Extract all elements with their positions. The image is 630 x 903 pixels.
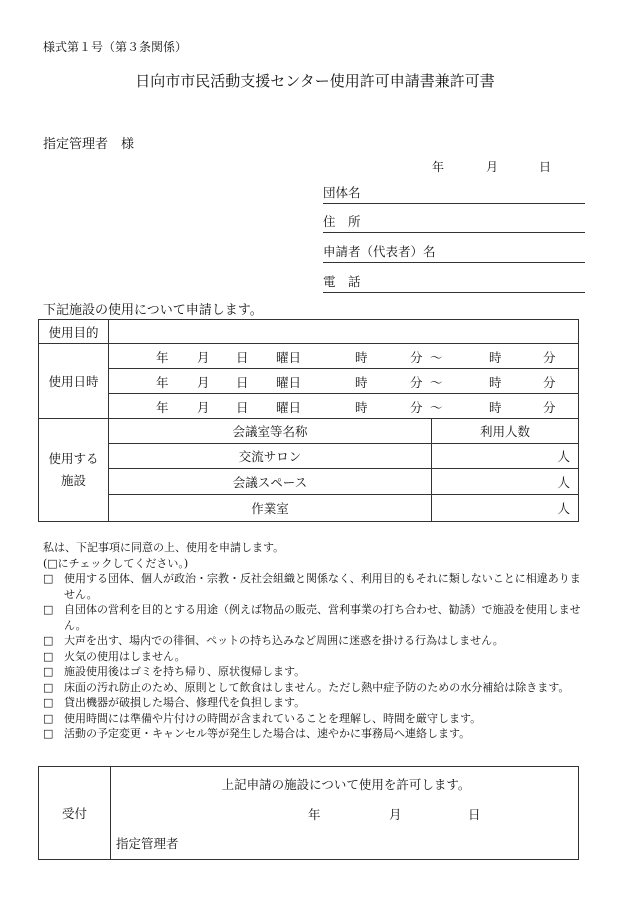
attendee-count-input[interactable] (432, 495, 579, 522)
addressee: 指定管理者 様 (43, 137, 135, 152)
datetime-row[interactable] (109, 394, 579, 419)
room-name: 交流サロン (109, 444, 432, 469)
attendee-count-header: 利用人数 (432, 419, 579, 444)
agreement-item-text: 使用時間には準備や片付けの時間が含まれていることを理解し、時間を厳守します。 (64, 711, 482, 725)
group-name-label: 団体名 (323, 185, 361, 200)
permit-statement: 上記申請の施設について使用を許可します。 (221, 777, 471, 792)
dt-weekday: 曜日 (276, 375, 302, 390)
dt-hour: 時 (355, 400, 368, 415)
checkbox[interactable]: □ (43, 603, 54, 616)
agreement-item (43, 633, 588, 649)
agreement-item-text: 使用する団体、個人が政治・宗教・反社会組織と関係なく、利用目的もそれに類しないことに相違ありません。 (64, 572, 581, 601)
datetime-label: 使用日時 (39, 344, 109, 419)
applicant-name-field[interactable] (323, 240, 585, 263)
permit-year: 年 (308, 807, 321, 822)
agreement-lead: 私は、下記事項に同意の上、使用を申請します。 (43, 541, 285, 554)
agreement-item (43, 695, 588, 711)
checkbox[interactable]: □ (43, 680, 54, 694)
datetime-row[interactable] (109, 369, 579, 394)
attendee-count-input[interactable] (432, 444, 579, 469)
dt-minute: 分 (410, 350, 423, 365)
permit-day: 日 (468, 807, 481, 822)
agreement-item (43, 664, 588, 680)
agreement-item (43, 711, 588, 727)
person-unit: 人 (557, 501, 570, 516)
date-year: 年 (432, 160, 445, 174)
agreement-item (43, 649, 588, 665)
address-label: 住 所 (323, 214, 361, 229)
dt-month: 月 (197, 400, 210, 415)
dt-tilde: 〜 (430, 400, 443, 415)
dt-year: 年 (156, 375, 169, 390)
permit-manager: 指定管理者 (116, 836, 179, 851)
agreement-item-text: 大声を出す、場内での徘徊、ペットの持ち込みなど周囲に迷惑を掛ける行為はしません。 (64, 634, 504, 647)
dt-weekday: 曜日 (276, 350, 302, 365)
agreement-item-text: 貸出機器が破損した場合、修理代を負担します。 (64, 696, 306, 709)
checkbox[interactable]: □ (43, 696, 54, 709)
form-number: 様式第１号（第３条関係） (43, 40, 188, 54)
dt-year: 年 (156, 400, 169, 415)
room-name: 作業室 (109, 495, 432, 522)
dt-weekday: 曜日 (276, 400, 302, 415)
dt-day: 日 (236, 400, 249, 415)
dt-end-hour: 時 (489, 350, 502, 365)
dt-tilde: 〜 (430, 350, 443, 365)
date-month: 月 (486, 160, 499, 174)
person-unit: 人 (557, 474, 570, 490)
facility-label (39, 419, 109, 522)
facility-label-line1: 使用する (48, 451, 99, 466)
dt-day: 日 (236, 350, 249, 365)
page-title: 日向市市民活動支援センター使用許可申請書兼許可書 (135, 72, 495, 90)
agreement-item (43, 680, 588, 696)
checkbox[interactable]: □ (43, 634, 54, 647)
dt-hour: 時 (355, 350, 368, 365)
dt-year: 年 (156, 350, 169, 365)
room-name-header: 会議室等名称 (109, 419, 432, 444)
checkbox[interactable]: □ (43, 649, 54, 663)
phone-label: 電 話 (323, 274, 361, 289)
dt-end-hour: 時 (489, 400, 502, 415)
permit-table (38, 766, 579, 860)
agreement-item (43, 571, 588, 602)
agreement-item-text: 施設使用後はゴミを持ち帰り、原状復帰します。 (64, 665, 306, 678)
checkbox[interactable]: □ (43, 665, 54, 678)
agreement-note: (□にチェックしてください。) (43, 556, 189, 570)
permit-body (111, 767, 579, 860)
purpose-input[interactable] (109, 320, 579, 344)
dt-end-hour: 時 (489, 375, 502, 390)
dt-month: 月 (197, 375, 210, 390)
dt-tilde: 〜 (430, 375, 443, 390)
agreement-item-text: 自団体の営利を目的とする用途（例えば物品の販売、営利事業の打ち合わせ、勧誘）で施設を使用しません。 (64, 603, 581, 632)
dt-month: 月 (197, 350, 210, 365)
agreement-item-text: 床面の汚れ防止のため、原則として飲食はしません。ただし熱中症予防のための水分補給は除きます。 (64, 680, 570, 694)
date-day: 日 (539, 160, 552, 174)
dt-day: 日 (236, 375, 249, 390)
facility-label-line2: 施設 (60, 473, 86, 488)
purpose-label: 使用目的 (39, 320, 109, 344)
reception-label: 受付 (39, 767, 111, 860)
applicant-name-label: 申請者（代表者）名 (323, 244, 436, 259)
agreement-item-text: 活動の予定変更・キャンセル等が発生した場合は、速やかに事務局へ連絡します。 (64, 727, 471, 740)
phone-field[interactable] (323, 270, 585, 293)
application-table (38, 319, 579, 522)
agreement-section (43, 540, 588, 742)
dt-end-minute: 分 (543, 400, 556, 415)
attendee-count-input[interactable] (432, 469, 579, 495)
permit-month: 月 (389, 807, 402, 822)
datetime-row[interactable] (109, 344, 579, 369)
person-unit: 人 (557, 449, 570, 464)
checkbox[interactable]: □ (43, 727, 54, 740)
dt-end-minute: 分 (543, 375, 556, 390)
dt-end-minute: 分 (543, 350, 556, 365)
address-field[interactable] (323, 210, 585, 233)
dt-minute: 分 (410, 375, 423, 390)
dt-hour: 時 (355, 375, 368, 390)
dt-minute: 分 (410, 400, 423, 415)
room-name: 会議スペース (109, 469, 432, 495)
checkbox[interactable]: □ (43, 711, 54, 725)
application-intro: 下記施設の使用について申請します。 (43, 303, 263, 318)
agreement-item (43, 726, 588, 742)
group-name-field[interactable] (323, 181, 585, 204)
agreement-item (43, 602, 588, 633)
checkbox[interactable]: □ (43, 572, 54, 585)
agreement-item-text: 火気の使用はしません。 (64, 649, 186, 663)
